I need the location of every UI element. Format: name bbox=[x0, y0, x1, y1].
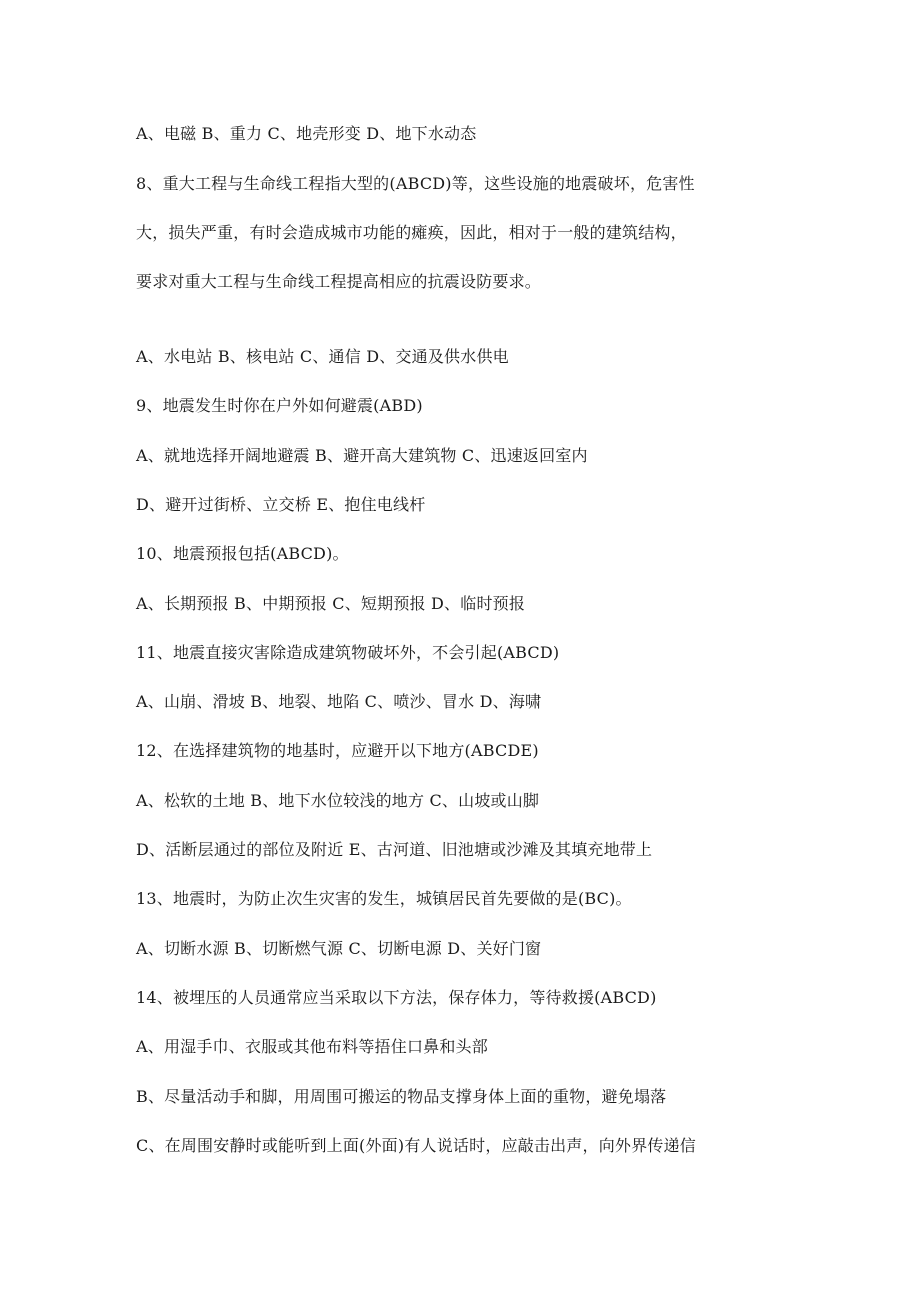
question-9: 9、地震发生时你在户外如何避震(ABD) bbox=[136, 396, 423, 415]
options-10: A、长期预报 B、中期预报 C、短期预报 D、临时预报 bbox=[136, 594, 526, 613]
question-10: 10、地震预报包括(ABCD)。 bbox=[136, 544, 349, 563]
question-8-line-3: 要求对重大工程与生命线工程提高相应的抗震设防要求。 bbox=[136, 272, 542, 291]
options-9-line-2: D、避开过街桥、立交桥 E、抱住电线杆 bbox=[136, 495, 426, 514]
options-8: A、水电站 B、核电站 C、通信 D、交通及供水供电 bbox=[136, 347, 509, 366]
question-14: 14、被埋压的人员通常应当采取以下方法，保存体力，等待救援(ABCD) bbox=[136, 988, 657, 1007]
question-13: 13、地震时，为防止次生灾害的发生，城镇居民首先要做的是(BC)。 bbox=[136, 889, 632, 908]
options-12-line-2: D、活断层通过的部位及附近 E、古河道、旧池塘或沙滩及其填充地带上 bbox=[136, 840, 653, 859]
question-12: 12、在选择建筑物的地基时，应避开以下地方(ABCDE) bbox=[136, 741, 539, 760]
option-14-b: B、尽量活动手和脚，用周围可搬运的物品支撑身体上面的重物，避免塌落 bbox=[136, 1087, 667, 1106]
options-11: A、山崩、滑坡 B、地裂、地陷 C、喷沙、冒水 D、海啸 bbox=[136, 692, 542, 711]
option-14-c: C、在周围安静时或能听到上面(外面)有人说话时，应敲击出声，向外界传递信 bbox=[136, 1136, 696, 1155]
options-9-line-1: A、就地选择开阔地避震 B、避开高大建筑物 C、迅速返回室内 bbox=[136, 446, 588, 465]
question-8-line-2: 大，损失严重，有时会造成城市功能的瘫痪，因此，相对于一般的建筑结构， bbox=[136, 223, 687, 242]
text-line: A、电磁 B、重力 C、地壳形变 D、地下水动态 bbox=[136, 124, 477, 143]
options-12-line-1: A、松软的土地 B、地下水位较浅的地方 C、山坡或山脚 bbox=[136, 791, 540, 810]
question-11: 11、地震直接灾害除造成建筑物破坏外，不会引起(ABCD) bbox=[136, 643, 560, 662]
question-8-line-1: 8、重大工程与生命线工程指大型的(ABCD)等，这些设施的地震破坏，危害性 bbox=[136, 174, 695, 193]
options-13: A、切断水源 B、切断燃气源 C、切断电源 D、关好门窗 bbox=[136, 939, 542, 958]
option-14-a: A、用湿手巾、衣服或其他布料等捂住口鼻和头部 bbox=[136, 1037, 488, 1056]
